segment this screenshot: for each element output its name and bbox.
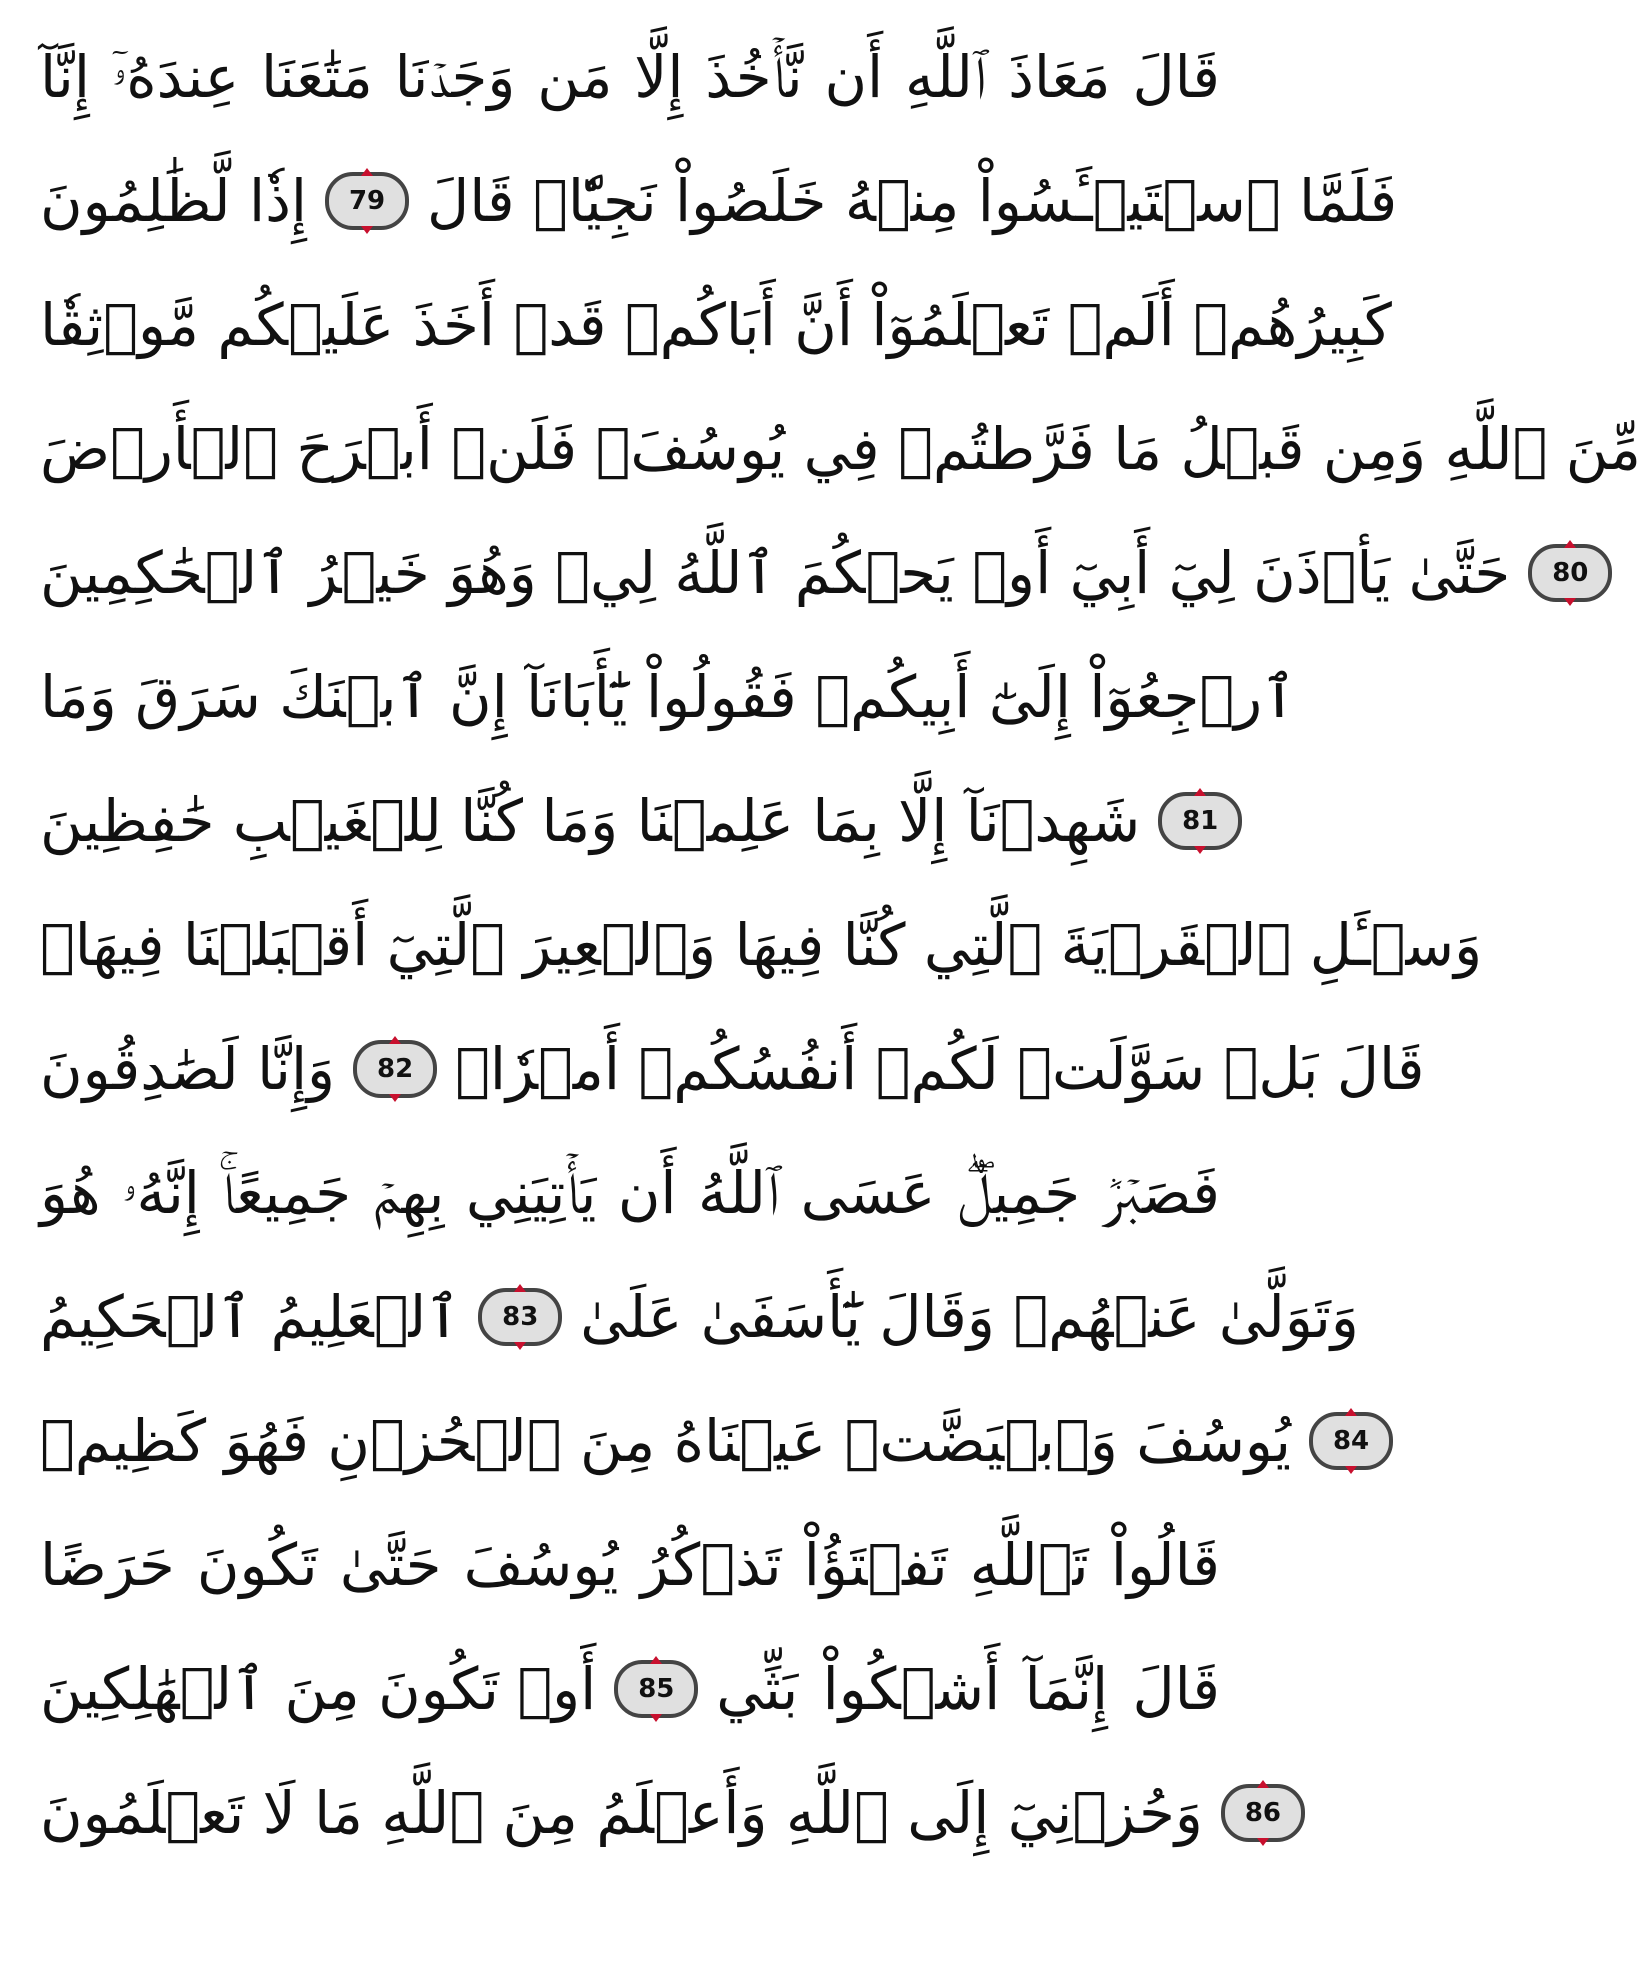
ayah-number: 81 [1182, 806, 1219, 836]
line-text-before-marker: وَإِنَّا لَصَٰدِقُونَ [40, 1035, 336, 1103]
line-text: شَهِدۡنَآ إِلَّا بِمَا عَلِمۡنَا وَمَا كُنَّا لِلۡغَيۡبِ حَٰفِظِينَ [40, 787, 1141, 855]
ayah-number-ornament-icon [1217, 1780, 1309, 1846]
line-text-after-marker: فَلَمَّا ٱسۡتَيۡـَٔسُواْ مِنۡهُ خَلَصُواْ نَجِيّٗاۖ قَالَ [427, 167, 1398, 235]
ayah-number: 83 [502, 1302, 539, 1332]
text-line-1 [40, 16, 1220, 138]
text-line-11 [40, 1256, 1359, 1378]
ayah-number-ornament-icon [321, 168, 413, 234]
line-text: فَصَبۡرٞ جَمِيلٌۖ عَسَى ٱللَّهُ أَن يَأۡتِيَنِي بِهِمۡ جَمِيعًاۚ إِنَّهُۥ هُوَ [40, 1159, 1220, 1227]
line-text: قَالَ مَعَاذَ ٱللَّهِ أَن نَّأۡخُذَ إِلَّا مَن وَجَدۡنَا مَتَٰعَنَا عِندَهُۥٓ إِنَّآ [40, 43, 1220, 111]
ayah-number: 85 [638, 1674, 675, 1704]
text-line-9 [40, 1008, 1425, 1130]
ayah-number-ornament-icon [474, 1284, 566, 1350]
text-line-2 [40, 140, 1398, 262]
line-text: ٱرۡجِعُوٓاْ إِلَىٰٓ أَبِيكُمۡ فَقُولُواْ يَٰٓأَبَانَآ إِنَّ ٱبۡنَكَ سَرَقَ وَمَا [40, 663, 1297, 731]
ayah-number: 86 [1244, 1798, 1282, 1828]
text-line-6 [40, 636, 1297, 758]
line-text-after-marker: قَالَ إِنَّمَآ أَشۡكُواْ بَثِّي [716, 1655, 1220, 1723]
ayah-number: 80 [1552, 558, 1589, 588]
line-text: مِّنَ ٱللَّهِ وَمِن قَبۡلُ مَا فَرَّطتُمۡ فِي يُوسُفَۖ فَلَنۡ أَبۡرَحَ ٱلۡأَرۡضَ [40, 415, 1641, 483]
text-line-13 [40, 1504, 1220, 1626]
text-line-12 [40, 1380, 1370, 1502]
line-text-before-marker: إِذٗا لَّظَٰلِمُونَ [40, 167, 308, 235]
line-text: وَحُزۡنِيٓ إِلَى ٱللَّهِ وَأَعۡلَمُ مِنَ ٱللَّهِ مَا لَا تَعۡلَمُونَ [40, 1779, 1203, 1847]
line-text: كَبِيرُهُمۡ أَلَمۡ تَعۡلَمُوٓاْ أَنَّ أَبَاكُمۡ قَدۡ أَخَذَ عَلَيۡكُم مَّوۡثِقٗا [40, 291, 1392, 359]
ayah-number-ornament-icon [349, 1036, 441, 1102]
ayah-number-ornament-icon [1305, 1408, 1397, 1474]
ayah-number-ornament-icon [610, 1656, 702, 1722]
text-line-7 [40, 760, 1220, 882]
ayah-number: 79 [348, 186, 386, 216]
ayah-number: 84 [1332, 1426, 1370, 1456]
line-text-after-marker: قَالَ بَلۡ سَوَّلَتۡ لَكُمۡ أَنفُسُكُمۡ أَمۡرٗاۖ [455, 1035, 1425, 1103]
line-text-before-marker: أَوۡ تَكُونَ مِنَ ٱلۡهَٰلِكِينَ [40, 1655, 597, 1723]
line-text: يُوسُفَ وَٱبۡيَضَّتۡ عَيۡنَاهُ مِنَ ٱلۡحُزۡنِ فَهُوَ كَظِيمٞ [40, 1407, 1292, 1475]
line-text-after-marker: وَتَوَلَّىٰ عَنۡهُمۡ وَقَالَ يَٰٓأَسَفَىٰ عَلَىٰ [580, 1283, 1359, 1351]
text-line-3 [40, 264, 1392, 386]
line-text: حَتَّىٰ يَأۡذَنَ لِيٓ أَبِيٓ أَوۡ يَحۡكُمَ ٱللَّهُ لِيۖ وَهُوَ خَيۡرُ ٱلۡحَٰكِمِينَ [40, 539, 1511, 607]
text-line-4 [40, 388, 1641, 510]
line-text: وَسۡـَٔلِ ٱلۡقَرۡيَةَ ٱلَّتِي كُنَّا فِيهَا وَٱلۡعِيرَ ٱلَّتِيٓ أَقۡبَلۡنَا فِيهَاۖ [40, 911, 1483, 979]
text-line-14 [40, 1628, 1220, 1750]
text-line-10 [40, 1132, 1220, 1254]
line-text: قَالُواْ تَٱللَّهِ تَفۡتَؤُاْ تَذۡكُرُ يُوسُفَ حَتَّىٰ تَكُونَ حَرَضًا [40, 1531, 1220, 1599]
line-text-before-marker: ٱلۡعَلِيمُ ٱلۡحَكِيمُ [40, 1283, 461, 1351]
text-line-8 [40, 884, 1483, 1006]
ayah-number: 82 [376, 1054, 414, 1084]
text-line-5 [40, 512, 1589, 634]
ayah-number-ornament-icon [1154, 788, 1246, 854]
text-line-15 [40, 1752, 1282, 1874]
ayah-number-ornament-icon [1524, 540, 1616, 606]
